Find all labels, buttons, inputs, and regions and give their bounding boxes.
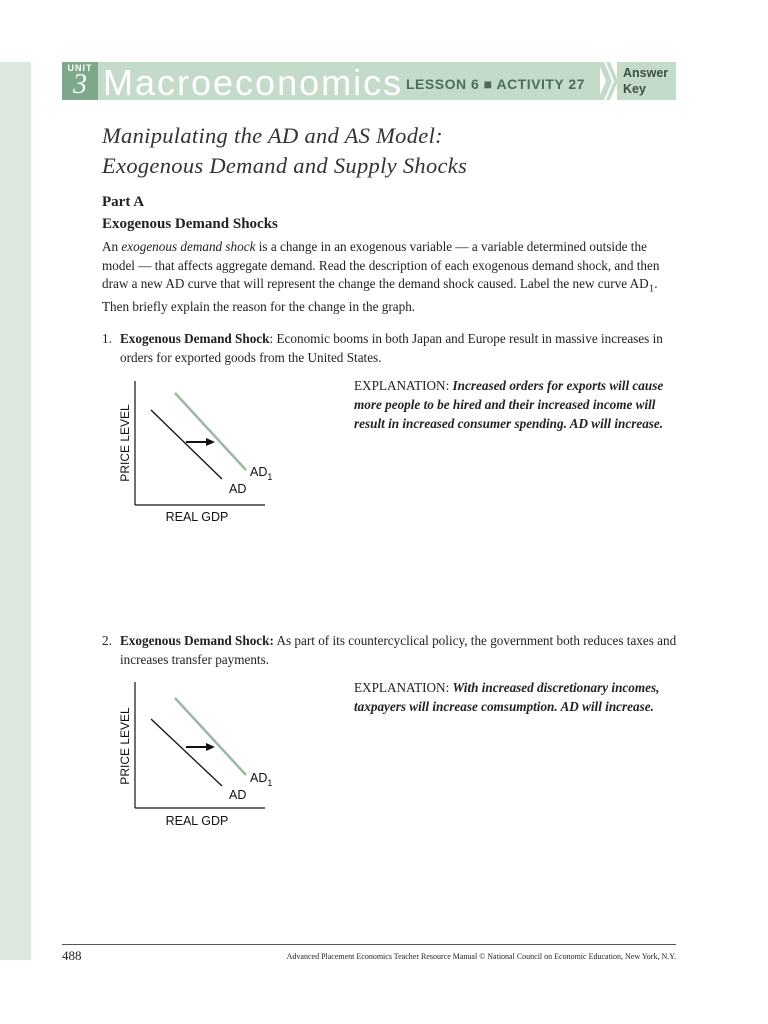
question-label: Exogenous Demand Shock: [120,633,274,648]
ad-label: AD [229,482,247,496]
page-title [102,121,702,181]
ad-curve [151,719,222,786]
page-title-line-2: Exogenous Demand and Supply Shocks [102,153,468,178]
ad1-label-main: AD [250,465,268,479]
ad-label: AD [229,788,247,802]
ad-graph-2 [110,679,275,834]
intro-text-end: . Then briefly explain the reason for the change in the graph. [102,276,658,315]
unit-number: 3 [73,69,87,100]
course-title: Macroeconomics [103,62,404,103]
y-axis-label: PRICE LEVEL [118,707,132,785]
section-heading: Exogenous Demand Shocks [102,216,278,232]
question-1 [102,330,682,367]
page-number: 488 [62,948,82,963]
shift-arrow-icon [206,743,215,751]
question-2 [102,632,682,669]
part-label: Part A [102,194,145,210]
chevron-right-icon [598,62,618,100]
ad-curve [151,410,222,479]
intro-subscript: 1 [648,282,655,295]
ad1-label-subscript: 1 [267,472,273,482]
y-axis-label: PRICE LEVEL [118,404,132,482]
ad1-label-main: AD [250,771,268,785]
left-margin-band [0,62,31,960]
question-label: Exogenous Demand Shock [120,331,270,346]
page-title-line-1: Manipulating the AD and AS Model: [102,123,443,148]
ad1-curve [175,698,246,775]
intro-text-middle: is a change in an exogenous variable — a variable determined outside the model — that affects aggregate demand. Read the description of each exogenous demand shock, and then draw a new AD curve that will represent the change the demand shock caused. Label the new curve AD [102,239,660,291]
x-axis-label: REAL GDP [165,814,229,828]
explanation-1 [354,376,684,433]
explanation-2 [354,678,684,716]
question-number: 1. [102,331,112,346]
unit-badge [62,62,98,100]
explanation-answer: With increased discretionary incomes, taxpayers will increase comsumption. AD will increase. [354,680,660,714]
ad1-label-subscript: 1 [267,778,273,788]
ad1-label [250,771,272,788]
answer-key-label: Answer Key [623,66,669,96]
intro-text-start: An [102,239,122,254]
lesson-activity-label: LESSON 6 ■ ACTIVITY 27 [406,76,585,92]
footer-credit: Advanced Placement Economics Teacher Resource Manual © National Council on Economic Education, New York, N.Y. [286,952,676,961]
explanation-label: EXPLANATION: [354,680,453,695]
explanation-answer: Increased orders for exports will cause more people to be hired and their increased income will result in increased consumer spending. AD will increase. [354,378,664,431]
ad1-label [250,465,272,482]
question-separator: : [269,331,274,346]
answer-key-badge [617,62,676,100]
shift-arrow-icon [206,438,215,446]
footer-divider [62,944,676,945]
ad1-curve [175,393,246,470]
question-text: As part of its countercyclical policy, the government both reduces taxes and increases transfer payments. [120,633,677,667]
unit-label: UNIT [67,63,93,73]
question-number: 2. [102,633,112,648]
ad-graph-1 [110,376,275,531]
question-text: Economic booms in both Japan and Europe result in massive increases in orders for exported goods from the United States. [120,331,663,365]
intro-term: exogenous demand shock [121,239,256,254]
explanation-label: EXPLANATION: [354,378,453,393]
x-axis-label: REAL GDP [165,510,229,524]
intro-paragraph [102,238,682,317]
